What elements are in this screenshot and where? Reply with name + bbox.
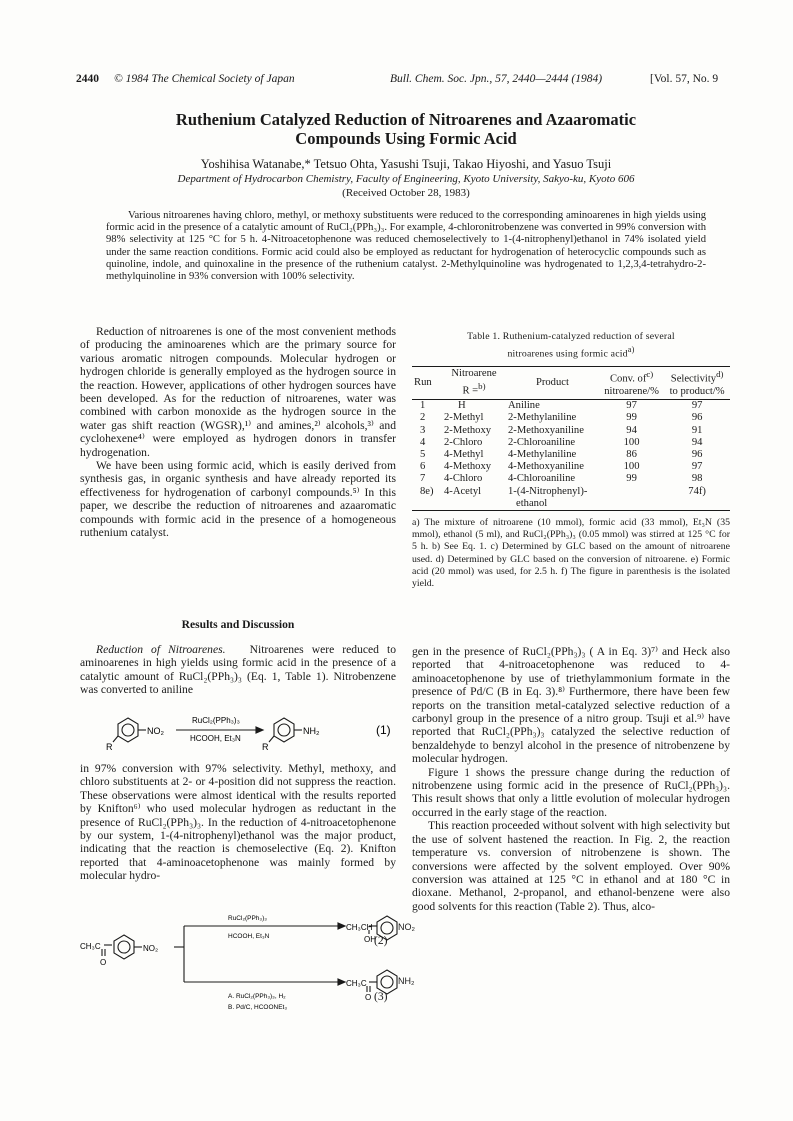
- carbonyl-oxygen: O: [100, 958, 107, 967]
- equation-number-3: (3): [374, 990, 388, 1003]
- table-row: 4 2-Chloro 2-Chloroaniline 100 94: [420, 436, 703, 448]
- table-footnote: a) The mixture of nitroarene (10 mmol), formic acid (33 mmol), Et₃N (35 mmol), ethanol (5 ml), and RuCl₂(PPh₃)₃ (0.05 mmol) was stirred at 125 °C for 5 h. b) See Eq. 1. c) Determined by GLC based on the amount of nitroarene used. d) Determined by GLC based on the conversion of nitroarene. e) Formic acid (20 mmol) was used, for 2.5 h. f) The figure in parenthesis is the isolated yield.: [412, 517, 730, 590]
- acetyl-group: CH₃C: [80, 942, 101, 951]
- title-line-2: Compounds Using Formic Acid: [295, 129, 517, 148]
- table-1: [412, 330, 730, 590]
- table-row: 7 4-Chloro 4-Chloroaniline 99 98: [420, 473, 703, 485]
- paper-title: [76, 110, 736, 148]
- section-heading: Results and Discussion: [181, 618, 295, 631]
- col-conversion: Conv. $of^{c)}$ nitroarene/%: [604, 369, 659, 397]
- affiliation: Department of Hydrocarbon Chemistry, Faculty of Engineering, Kyoto University, Sakyo-ku, Kyoto 606: [177, 173, 635, 185]
- title-line-1: Ruthenium Catalyzed Reduction of Nitroarenes and Azaaromatic: [175, 110, 637, 129]
- equation-number-1: (1): [376, 723, 391, 737]
- col-product: Product: [535, 377, 569, 389]
- top-product-ethyl: CH₃CH: [346, 923, 373, 932]
- bottom-condition-b: B. Pd/C, HCOONEt₃: [228, 1004, 287, 1011]
- equation-1: [80, 706, 396, 756]
- bottom-amine-group: NH₂: [398, 976, 415, 986]
- running-header: [76, 73, 736, 89]
- table-row: ethanol: [516, 497, 548, 509]
- right-paragraph-3: This reaction proceeded without solvent with high selectivity but the use of solvent hastened the reaction. In Fig. 2, the reaction temperature vs. conversion of nitrobenzene is shown. The conversions were affected by the solvent employed. Over 90% conversion was attained at 125 °C in ethanol and at 180 °C in dioxane. Methanol, 2-propanol, and ethanol-benzene were also good solvents for this reaction (Table 2). Thus, alco-: [412, 819, 730, 913]
- benzene-ring-product: [274, 718, 294, 742]
- hydroxyl-group: OH: [364, 935, 376, 944]
- volume-info: [Vol. 57, No. 9: [650, 73, 719, 85]
- reagents-label: HCOOH, Et₃N: [190, 734, 241, 743]
- table-row: 5 4-Methyl 4-Methylaniline 86 96: [420, 449, 703, 461]
- intro-paragraph-1: Reduction of nitroarenes is one of the most convenient methods of producing the aminoarenes which are the primary source for various aromatic nitrogen compounds. Molecular hydrogen or hydrogen chloride is generally employed as the hydrogen source in the reaction. However, applications of other hydrogen sources have been developed. As for the reduction of nitroarenes, water was combined with carbon monoxide as the hydrogen source in the water gas shift reaction (WGSR),¹⁾ and amines,²⁾ alcohols,³⁾ and cyclohexene⁴⁾ were employed as hydrogen donors in transfer hydrogenation.: [80, 325, 396, 459]
- nitro-group: NO₂: [147, 726, 164, 736]
- bottom-condition-a: A. RuCl₂(PPh₃)₃, H₂: [228, 993, 286, 1000]
- benzene-ring-reactant: [118, 718, 138, 742]
- author-list: Yoshihisa Watanabe,* Tetsuo Ohta, Yasushi Tsuji, Takao Hiyoshi, and Yasuo Tsuji: [200, 157, 612, 171]
- top-nitro-product: NO₂: [398, 922, 415, 932]
- received-date: (Received October 28, 1983): [342, 187, 470, 199]
- table-row: 1 H Aniline 97 97: [420, 400, 703, 412]
- table-row: 3 2-Methoxy 2-Methoxyaniline 94 91: [420, 424, 703, 436]
- col-nitroarene: Nitroarene R =$^{b)}$: [451, 368, 497, 397]
- benzene-ring-start: [114, 935, 134, 959]
- col-selectivity: Selectivity$^{d)}$ to product/%: [669, 369, 725, 397]
- col-run: Run: [414, 377, 432, 389]
- top-reagents: HCOOH, Et₃N: [228, 933, 270, 940]
- abstract: Various nitroarenes having chloro, methyl, or methoxy substituents were reduced to the corresponding aminoarenes in high yields using formic acid in the presence of a catalytic amount of RuCl₂(PPh₃)₃. For example, 4-chloronitrobenzene was converted in 99% conversion with 98% selectivity at 125 °C for 5 h. 4-Nitroacetophenone was reduced chemoselectively to 1-(4-nitrophenyl)ethanol in 74% isolated yield under the same reaction conditions. Formic acid could also be employed as reductant for hydrogenation of heterocyclic compounds such as quinoline, indole, and quinoxaline in the presence of the ruthenium catalyst. 2-Methylquinoline was hydrogenated to 1,2,3,4-tetrahydro-2-methylquinoline in 93% conversion with 100% selectivity.: [106, 210, 706, 283]
- right-paragraph-2: Figure 1 shows the pressure change during the reduction of nitrobenzene using formic acid in the presence of RuCl₂(PPh₃)₃. This result shows that only a little evolution of molecular hydrogen occurred in the early stage of the reaction.: [412, 765, 730, 819]
- amine-group: NH₂: [303, 726, 320, 736]
- table-caption: [412, 330, 730, 360]
- journal-citation: Bull. Chem. Soc. Jpn., 57, 2440—2444 (1984): [390, 73, 603, 85]
- catalyst-label: RuCl₂(PPh₃)₃: [192, 716, 240, 725]
- table-row: 6 4-Methoxy 4-Methoxyaniline 100 97: [420, 461, 703, 473]
- table-row: 2 2-Methyl 2-Methylaniline 99 96: [420, 412, 703, 424]
- r-substituent: R: [106, 742, 113, 752]
- reduction-text: Nitroarenes were reduced to aminoarenes in high yields using formic acid in the presence of a catalytic amount of RuCl₂(PPh₃)₃ (Eq. 1, Table 1). Nitrobenzene was converted to aniline: [80, 643, 397, 697]
- reduction-paragraph: [80, 643, 396, 697]
- r-substituent-product: R: [262, 742, 269, 752]
- left-column-intro: [80, 325, 396, 540]
- bottom-carbonyl-oxygen: O: [365, 993, 372, 1002]
- nitro-group-start: NO₂: [143, 944, 159, 953]
- equation-number-2: (2): [374, 934, 388, 947]
- bottom-product-acetyl: CH₃C: [346, 979, 367, 988]
- table-1-grid: [412, 366, 730, 511]
- equation-2-3: [80, 910, 398, 1030]
- right-paragraph-1: gen in the presence of RuCl₂(PPh₃)₃ ( A in Eq. 3)⁷⁾ and Heck also reported that 4-nitroacetophenone was reduced to 4-aminoacetophenone by use of triethylammonium formate in the presence of Pd/C (B in Eq. 3).⁸⁾ Furthermore, there have been few reports on the transition metal-catalyzed selective reduction of a carbonyl group in the presence of a nitro group. Tsuji et al.⁹⁾ have reported that RuCl₂(PPh₃)₃ catalyzed the selective reduction of benzaldehyde to benzyl alcohol in the presence of nitrobenzene by molecular hydrogen.: [412, 645, 730, 766]
- page-number: 2440: [76, 73, 99, 85]
- subsection-heading: Reduction of Nitroarenes.: [96, 643, 226, 656]
- table-row: 8e) 4-Acetyl 1-(4-Nitrophenyl)- 74f): [420, 485, 706, 497]
- table-caption-line-2: nitroarenes using formic acid: [507, 348, 628, 360]
- results-paragraph: [80, 762, 396, 883]
- results-text: in 97% conversion with 97% selectivity. Methyl, methoxy, and chloro substituents at 2- or 4-position did not suppress the reaction. These observations were almost identical with the results reported by Knifton⁶⁾ who used molecular hydrogen as reductant in the presence of RuCl₂(PPh₃)₃. In the reduction of 4-nitroacetophenone by our system, 1-(4-nitrophenyl)ethanol was the major product, indicating that the reaction is chemoselective (Eq. 2). Knifton reported that 4-aminoacetophenone was mainly formed by molecular hydro-: [80, 762, 396, 883]
- right-column-body: [412, 645, 730, 913]
- intro-paragraph-2: We have been using formic acid, which is easily derived from synthesis gas, in organic synthesis and have already reported its effectiveness for hydrogenation of carbonyl compounds.⁵⁾ In this paper, we describe the reduction of nitroarenes and azaaromatic compounds with formic acid in the presence of a homogeneous ruthenium catalyst.: [80, 459, 396, 540]
- society-credit: © 1984 The Chemical Society of Japan: [114, 73, 295, 85]
- table-caption-sup: a): [627, 345, 635, 354]
- aromatic-circle: [122, 724, 134, 736]
- top-catalyst: RuCl₂(PPh₃)₃: [228, 915, 267, 922]
- table-caption-line-1: Table 1. Ruthenium-catalyzed reduction of several: [467, 331, 675, 342]
